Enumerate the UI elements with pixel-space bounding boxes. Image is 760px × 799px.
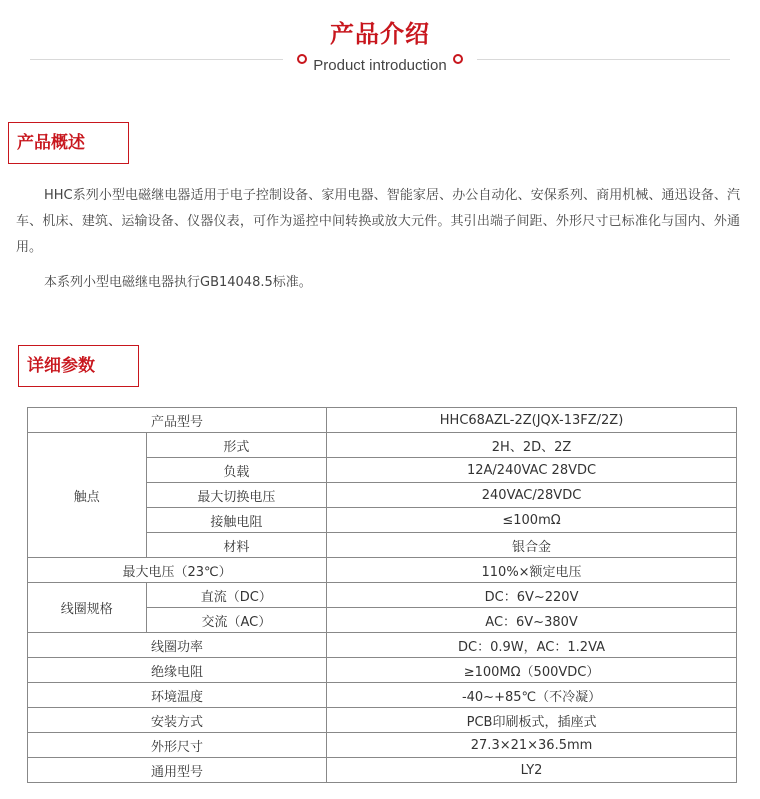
- spec-value-model: HHC68AZL-2Z(JQX-13FZ/2Z): [327, 408, 737, 433]
- spec-value-max-voltage: 110%×额定电压: [327, 558, 737, 583]
- spec-label: 外形尺寸: [28, 733, 327, 758]
- table-row: [28, 433, 737, 458]
- spec-sublabel: 最大切换电压: [146, 483, 326, 508]
- table-row: [28, 633, 737, 658]
- spec-value: LY2: [327, 758, 737, 783]
- spec-sublabel: 接触电阻: [146, 508, 326, 533]
- spec-label-max-voltage: 最大电压（23℃）: [28, 558, 327, 583]
- spec-label: 线圈功率: [28, 633, 327, 658]
- spec-label-model: 产品型号: [28, 408, 327, 433]
- overview-paragraph-2: 本系列小型电磁继电器执行GB14048.5标准。: [44, 275, 312, 290]
- spec-value: PCB印刷板式，插座式: [327, 708, 737, 733]
- spec-value: DC：0.9W，AC：1.2VA: [327, 633, 737, 658]
- overview-heading: 产品概述: [8, 122, 129, 164]
- subtitle-block: [283, 54, 476, 77]
- subtitle-row: [0, 54, 760, 77]
- spec-value: -40~+85℃（不冷凝）: [327, 683, 737, 708]
- table-row: [28, 408, 737, 433]
- spec-label: 安装方式: [28, 708, 327, 733]
- spec-group-contact: 触点: [28, 433, 147, 558]
- spec-sublabel: 负载: [146, 458, 326, 483]
- page-title: 产品介绍: [330, 20, 430, 48]
- spec-sublabel: 直流（DC）: [146, 583, 326, 608]
- spec-value: DC：6V~220V: [327, 583, 737, 608]
- params-heading: 详细参数: [18, 345, 139, 387]
- table-row: [28, 558, 737, 583]
- spec-value: 27.3×21×36.5mm: [327, 733, 737, 758]
- spec-sublabel: 形式: [146, 433, 326, 458]
- spec-value: 12A/240VAC 28VDC: [327, 458, 737, 483]
- spec-label: 绝缘电阻: [28, 658, 327, 683]
- table-row: [28, 758, 737, 783]
- spec-value: 2H、2D、2Z: [327, 433, 737, 458]
- table-row: [28, 583, 737, 608]
- table-row: [28, 683, 737, 708]
- spec-sublabel: 交流（AC）: [146, 608, 326, 633]
- ring-left-icon: [297, 54, 307, 64]
- spec-value: AC：6V~380V: [327, 608, 737, 633]
- spec-value: 银合金: [327, 533, 737, 558]
- overview-paragraph-1: HHC系列小型电磁继电器适用于电子控制设备、家用电器、智能家居、办公自动化、安保系列、商用机械、通迅设备、汽车、机床、建筑、运输设备、仪器仪表，可作为遥控中间转换或放大元件。其引出端子间距、外形尺寸已标准化与国内、外通用。: [16, 188, 740, 255]
- spec-sublabel: 材料: [146, 533, 326, 558]
- spec-label: 环境温度: [28, 683, 327, 708]
- spec-table: [27, 407, 737, 783]
- ring-right-icon: [453, 54, 463, 64]
- table-row: [28, 733, 737, 758]
- spec-value: 240VAC/28VDC: [327, 483, 737, 508]
- spec-group-coil: 线圈规格: [28, 583, 147, 633]
- spec-label: 通用型号: [28, 758, 327, 783]
- spec-value: ≥100MΩ（500VDC）: [327, 658, 737, 683]
- table-row: [28, 708, 737, 733]
- table-row: [28, 658, 737, 683]
- page-subtitle: Product introduction: [313, 57, 447, 74]
- spec-value: ≤100mΩ: [327, 508, 737, 533]
